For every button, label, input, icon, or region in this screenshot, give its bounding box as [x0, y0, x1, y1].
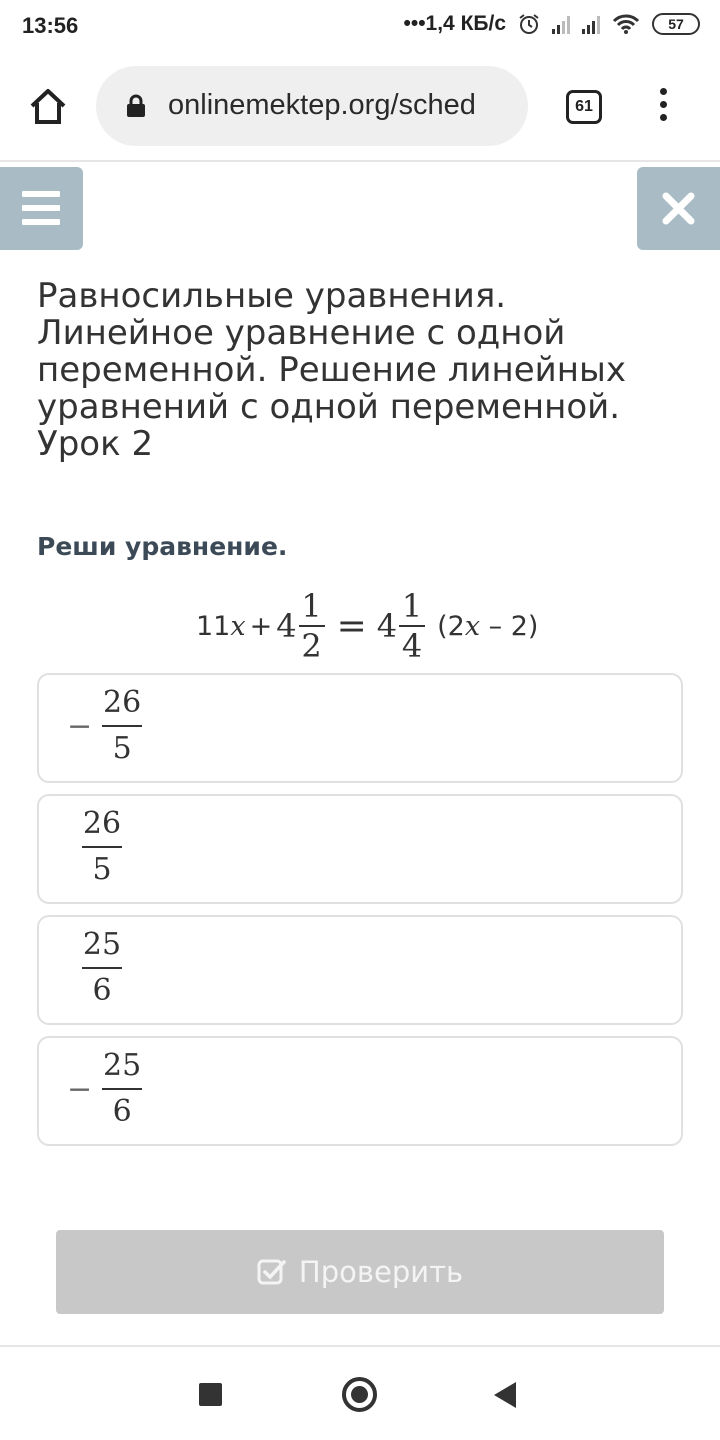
alarm-icon — [518, 13, 540, 35]
signal-icon — [552, 14, 570, 34]
eq-rhs-fraction — [399, 589, 425, 663]
battery-icon — [652, 13, 700, 35]
network-speed-label: 1,4 КБ/с — [425, 12, 506, 35]
address-bar[interactable] — [96, 66, 528, 146]
option-sign: − — [67, 1071, 93, 1107]
status-time: 13:56 — [22, 13, 79, 38]
eq-lhs-whole: 4 — [276, 607, 297, 645]
option-fraction — [72, 927, 122, 1009]
status-right — [403, 12, 700, 36]
eq-lhs-coef: 11 — [196, 610, 231, 642]
home-icon[interactable] — [28, 86, 68, 126]
recents-icon[interactable] — [199, 1383, 222, 1406]
check-button-label: Проверить — [298, 1255, 464, 1289]
network-speed — [403, 12, 506, 36]
option-denominator: 6 — [112, 1094, 132, 1129]
eq-equals: = — [336, 605, 367, 647]
option-numerator: 25 — [82, 927, 122, 962]
task-prompt: Реши уравнение. — [37, 532, 288, 561]
option-fraction — [67, 685, 142, 767]
option-denominator: 6 — [92, 973, 112, 1008]
eq-plus: + — [249, 610, 273, 642]
system-nav-bar — [0, 1345, 720, 1440]
status-bar — [0, 0, 720, 54]
answer-option[interactable] — [37, 1036, 683, 1146]
check-button[interactable] — [56, 1230, 664, 1314]
url-text: onlinemektep.org/sched — [168, 89, 476, 121]
option-sign: − — [67, 708, 93, 744]
option-numerator: 26 — [82, 806, 122, 841]
answer-option[interactable] — [37, 794, 683, 904]
kebab-menu-icon[interactable] — [656, 88, 670, 128]
lock-icon — [126, 94, 146, 118]
option-fraction — [72, 806, 122, 888]
checkbox-check-icon — [257, 1257, 287, 1287]
equation — [196, 584, 538, 668]
eq-lhs-denominator: 2 — [301, 627, 322, 665]
close-icon — [637, 167, 720, 250]
browser-toolbar — [0, 54, 720, 162]
tab-switcher-button[interactable] — [566, 90, 602, 124]
eq-paren-open: (2 — [437, 610, 465, 642]
eq-paren-variable: x — [464, 610, 481, 642]
option-fraction — [67, 1048, 142, 1130]
answer-option[interactable] — [37, 673, 683, 783]
option-numerator: 26 — [103, 685, 142, 720]
wifi-icon — [612, 13, 640, 35]
option-denominator: 5 — [92, 852, 112, 887]
home-circle-icon[interactable] — [342, 1377, 377, 1412]
option-numerator: 25 — [103, 1048, 142, 1083]
eq-rhs-numerator: 1 — [401, 587, 423, 625]
eq-lhs-fraction — [299, 589, 325, 663]
dots-icon: ••• — [403, 12, 426, 35]
signal-icon — [582, 14, 600, 34]
eq-rhs-denominator: 4 — [401, 627, 423, 665]
option-denominator: 5 — [112, 731, 132, 766]
tab-count: 61 — [575, 98, 593, 115]
back-icon[interactable] — [494, 1382, 516, 1408]
eq-rhs-whole: 4 — [376, 607, 398, 645]
eq-paren-close: – 2) — [480, 610, 539, 642]
battery-level: 57 — [668, 16, 684, 32]
close-button[interactable] — [637, 167, 720, 250]
answer-option[interactable] — [37, 915, 683, 1025]
page-title: Равносильные уравнения. Линейное уравнение с одной переменной. Решение линейных уравнений с одной переменной. Урок 2 — [37, 276, 626, 464]
eq-variable: x — [230, 610, 246, 642]
menu-button[interactable] — [0, 167, 83, 250]
eq-lhs-numerator: 1 — [301, 587, 322, 625]
